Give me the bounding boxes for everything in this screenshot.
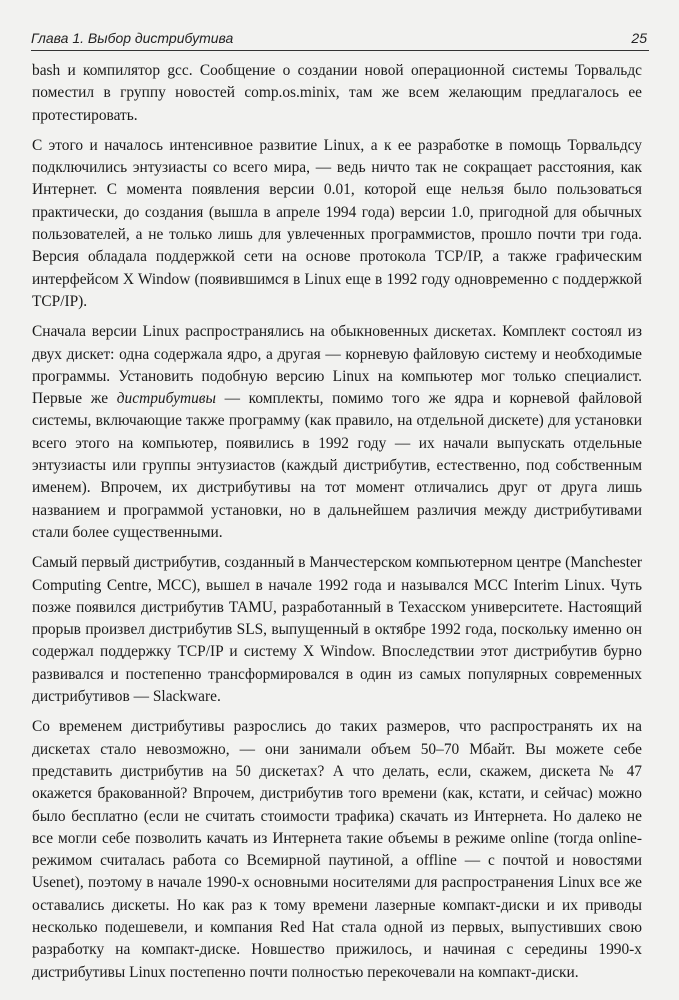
chapter-title: Глава 1. Выбор дистрибутива bbox=[31, 30, 234, 46]
body-text bbox=[32, 60, 642, 992]
paragraph-3-start: Сначала версии Linux распространялись на обыкновенных дискетах. Комплект состоял из двух дискет: одна содержала ядро, а другая — корневую файловую систему и необходимые программы. Установить подобную версию Linux на компьютер мог только специалист. Первые же bbox=[32, 323, 642, 408]
paragraph-5: Со временем дистрибутивы разрослись до таких размеров, что распространять их на дискетах стало невозможно, — они занимали объем 50–70 Мбайт. Вы можете себе представить дистрибутив на 50 дискетах? А что делать, если, скажем, дискета № 47 окажется бракованной? Впрочем, дистрибутив того времени (как, кстати, и сейчас) можно было бесплатно (если не считать стоимости трафика) скачать из Интернета. Но далеко не все могли себе позволить качать из Интернета такие объемы в режиме online (тогда online-режимом считалась работа со Всемирной паутиной, а offline — с почтой и новостями Usenet), поэтому в начале 1990-х основными носителями для распространения Linux все же оставались дискеты. Но как раз к тому времени лазерные компакт-диски и их приводы несколько подешевели, и компания Red Hat стала одной из первых, выпустивших свою разработку на компакт-диске. Новшество прижилось, и начиная с середины 1990-х дистрибутивы Linux постепенно почти полностью перекочевали на компакт-диски. bbox=[32, 718, 642, 981]
paragraph-3-end: — комплекты, помимо того же ядра и корневой файловой системы, включающие также программу (как правило, на отдельной дискете) для установки всего этого на компьютер, появились в 1992 году — их начали выпускать отдельные энтузиасты или группы энтузиастов (каждый дистрибутив, естественно, под собственным именем). Впрочем, их дистрибутивы на тот момент отличались друг от друга лишь названием и программой установки, но в дальнейшем различия между дистрибутивами стали более существенными. bbox=[32, 390, 642, 541]
running-header bbox=[31, 30, 649, 51]
paragraph-4: Самый первый дистрибутив, созданный в Манчестерском компьютерном центре (Manchester Computing Centre, MCC), вышел в начале 1992 года и назывался MCC Interim Linux. Чуть позже появился дистрибутив TAMU, разработанный в Техасском университете. Настоящий прорыв произвел дистрибутив SLS, выпущенный в октябре 1992 года, поскольку именно он содержал поддержку TCP/IP и систему X Window. Впоследствии этот дистрибутив бурно развивался и постепенно трансформировался в один из самых популярных современных дистрибутивов — Slackware. bbox=[32, 554, 643, 706]
paragraph-1: bash и компилятор gcc. Сообщение о создании новой операционной системы Торвальдс поместил в группу новостей comp.os.minix, там же всем желающим предлагалось ее протестировать. bbox=[32, 62, 642, 124]
page-number: 25 bbox=[631, 30, 647, 46]
paragraph-2: С этого и началось интенсивное развитие Linux, а к ее разработке в помощь Торвальдсу подключились энтузиасты со всего мира, — ведь ничто так не сокращает расстояния, как Интернет. С момента появления версии 0.01, которой еще нельзя было пользоваться практически, до создания (вышла в апреле 1994 года) версии 1.0, пригодной для обычных пользователей, а не только лишь для увлеченных программистов, прошло почти три года. Версия обладала поддержкой сети на основе протокола TCP/IP, а также графическим интерфейсом X Window (появившимся в Linux еще в 1992 году одновременно с поддержкой TCP/IP). bbox=[32, 136, 642, 310]
term-distributions: дистрибутивы bbox=[116, 390, 216, 408]
paragraph-3 bbox=[32, 321, 642, 544]
